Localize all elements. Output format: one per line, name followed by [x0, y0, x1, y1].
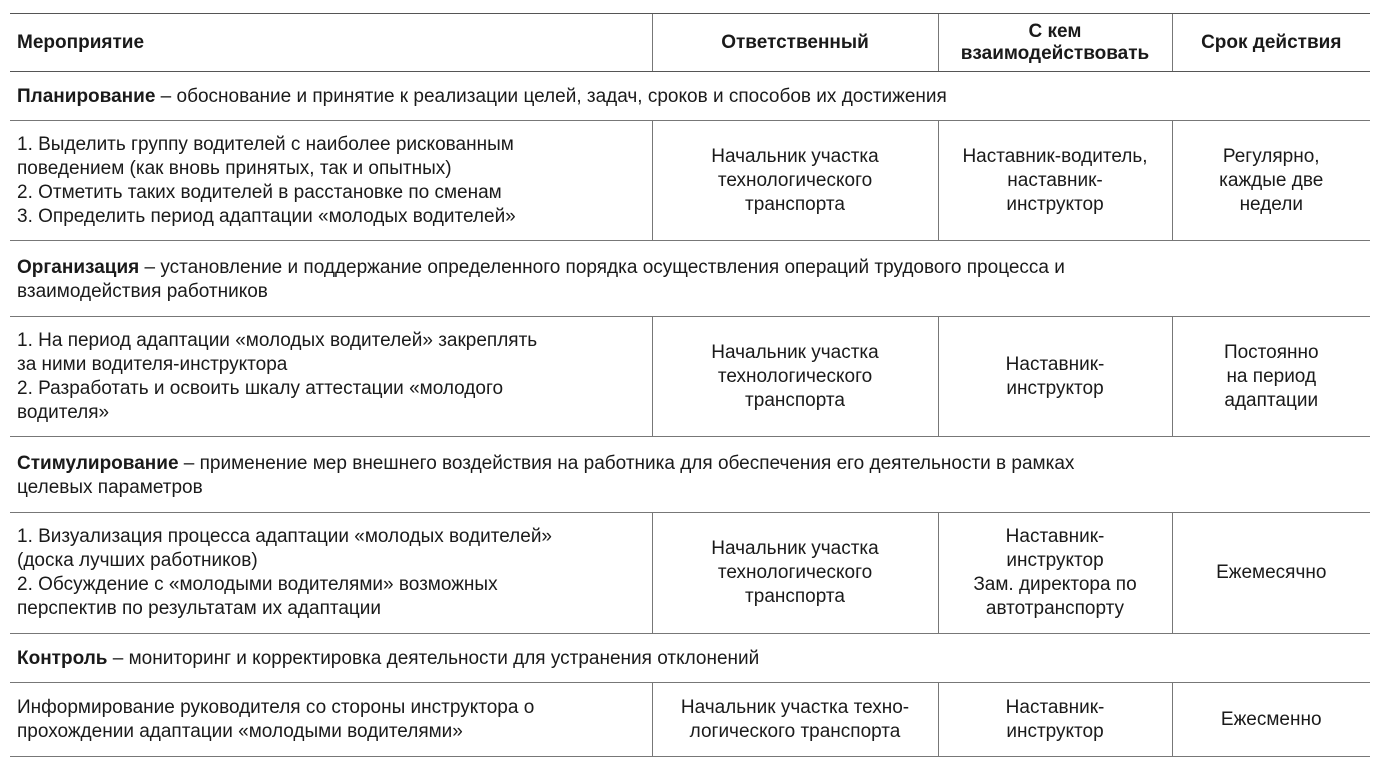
section-title: Стимулирование: [17, 452, 179, 474]
action-line: 1. Визуализация процесса адаптации «молодых водителей»: [17, 526, 552, 547]
action-line: Информирование руководителя со стороны инструктора о: [17, 696, 535, 718]
section-control-cell: [10, 634, 1370, 683]
responsible-line: логического транспорта: [689, 720, 901, 742]
section-description: – установление и поддержание определенного порядка осуществления операций трудового процесса и: [139, 256, 1065, 278]
term-cell: [1172, 683, 1370, 757]
table-row: [10, 683, 1370, 757]
action-line: (доска лучших работников): [17, 550, 258, 571]
responsible-line: технологического: [717, 562, 873, 583]
action-cell: [10, 317, 652, 437]
header-interact-line-2: взаимодействовать: [960, 42, 1150, 64]
responsible-line: технологического: [717, 365, 873, 387]
term-cell: [1172, 513, 1370, 634]
action-line: 2. Разработать и освоить шкалу аттестации «молодого: [17, 377, 504, 399]
responsible-cell: [652, 121, 938, 241]
responsible-cell: [652, 317, 938, 437]
interact-line: инструктор: [1006, 550, 1104, 571]
responsible-line: технологического: [717, 169, 873, 191]
action-line: поведением (как вновь принятых, так и опытных): [17, 157, 452, 179]
section-description-line-2: целевых параметров: [17, 476, 203, 498]
term-line: адаптации: [1224, 389, 1319, 411]
term-line: Регулярно,: [1222, 145, 1320, 167]
action-line: за ними водителя-инструктора: [17, 353, 288, 375]
action-line: прохождении адаптации «молодыми водителями»: [17, 720, 463, 742]
responsible-line: Начальник участка: [711, 538, 879, 559]
adaptation-plan-table-wrapper: [10, 13, 1370, 757]
section-description-line-2: взаимодействия работников: [17, 280, 268, 302]
responsible-line: транспорта: [745, 586, 845, 607]
interact-cell: [938, 683, 1172, 757]
interact-line: наставник-: [1007, 169, 1103, 191]
section-description: – мониторинг и корректировка деятельности для устранения отклонений: [107, 648, 760, 669]
interact-line: инструктор: [1006, 377, 1104, 399]
action-line: 1. На период адаптации «молодых водителей» закреплять: [17, 329, 538, 351]
responsible-cell: [652, 683, 938, 757]
term-line: недели: [1239, 193, 1303, 215]
interact-line: Наставник-: [1005, 353, 1105, 375]
term-line: Ежемесячно: [1216, 562, 1327, 583]
term-line: Ежесменно: [1220, 708, 1322, 730]
table-row: [10, 121, 1370, 241]
term-line: каждые две: [1219, 169, 1324, 191]
action-line: 3. Определить период адаптации «молодых водителей»: [17, 205, 516, 227]
interact-line: инструктор: [1006, 193, 1104, 215]
interact-line: Наставник-: [1005, 526, 1105, 547]
interact-line: Наставник-водитель,: [962, 145, 1148, 167]
interact-line: Зам. директора по: [973, 574, 1137, 595]
header-interact: [938, 14, 1172, 72]
term-cell: [1172, 317, 1370, 437]
section-control: [10, 634, 1370, 683]
section-organization: [10, 241, 1370, 317]
header-measure: Мероприятие: [10, 14, 652, 72]
action-cell: [10, 121, 652, 241]
interact-line: Наставник-: [1005, 696, 1105, 718]
section-description: – применение мер внешнего воздействия на работника для обеспечения его деятельности в рамках: [178, 452, 1075, 474]
section-organization-cell: [10, 241, 1370, 317]
header-interact-line-1: С кем: [1028, 20, 1082, 42]
term-cell: [1172, 121, 1370, 241]
interact-line: автотранспорту: [985, 598, 1125, 619]
header-term: Срок действия: [1172, 14, 1370, 72]
section-title: Контроль: [17, 648, 108, 669]
section-planning: [10, 72, 1370, 121]
responsible-line: Начальник участка техно-: [680, 696, 910, 718]
action-line: 2. Отметить таких водителей в расстановке по сменам: [17, 181, 502, 203]
section-stimulation-cell: [10, 437, 1370, 513]
section-stimulation: [10, 437, 1370, 513]
action-cell: [10, 513, 652, 634]
section-title: Планирование: [17, 86, 156, 107]
action-line: 2. Обсуждение с «молодыми водителями» возможных: [17, 574, 498, 595]
responsible-line: транспорта: [745, 389, 845, 411]
action-line: водителя»: [17, 401, 110, 423]
table-row: [10, 513, 1370, 634]
header-row: [10, 14, 1370, 72]
responsible-line: транспорта: [745, 193, 845, 215]
section-description: – обоснование и принятие к реализации целей, задач, сроков и способов их достижения: [155, 86, 947, 107]
action-cell: [10, 683, 652, 757]
responsible-line: Начальник участка: [711, 145, 879, 167]
responsible-line: Начальник участка: [711, 341, 879, 363]
interact-line: инструктор: [1006, 720, 1104, 742]
interact-cell: [938, 121, 1172, 241]
table-row: [10, 317, 1370, 437]
responsible-cell: [652, 513, 938, 634]
action-line: перспектив по результатам их адаптации: [17, 598, 382, 619]
adaptation-plan-table: [10, 13, 1370, 757]
term-line: Постоянно: [1223, 341, 1319, 363]
interact-cell: [938, 317, 1172, 437]
header-responsible: Ответственный: [652, 14, 938, 72]
interact-cell: [938, 513, 1172, 634]
term-line: на период: [1226, 365, 1317, 387]
action-line: 1. Выделить группу водителей с наиболее рискованным: [17, 133, 514, 155]
section-title: Организация: [17, 256, 140, 278]
section-planning-cell: [10, 72, 1370, 121]
